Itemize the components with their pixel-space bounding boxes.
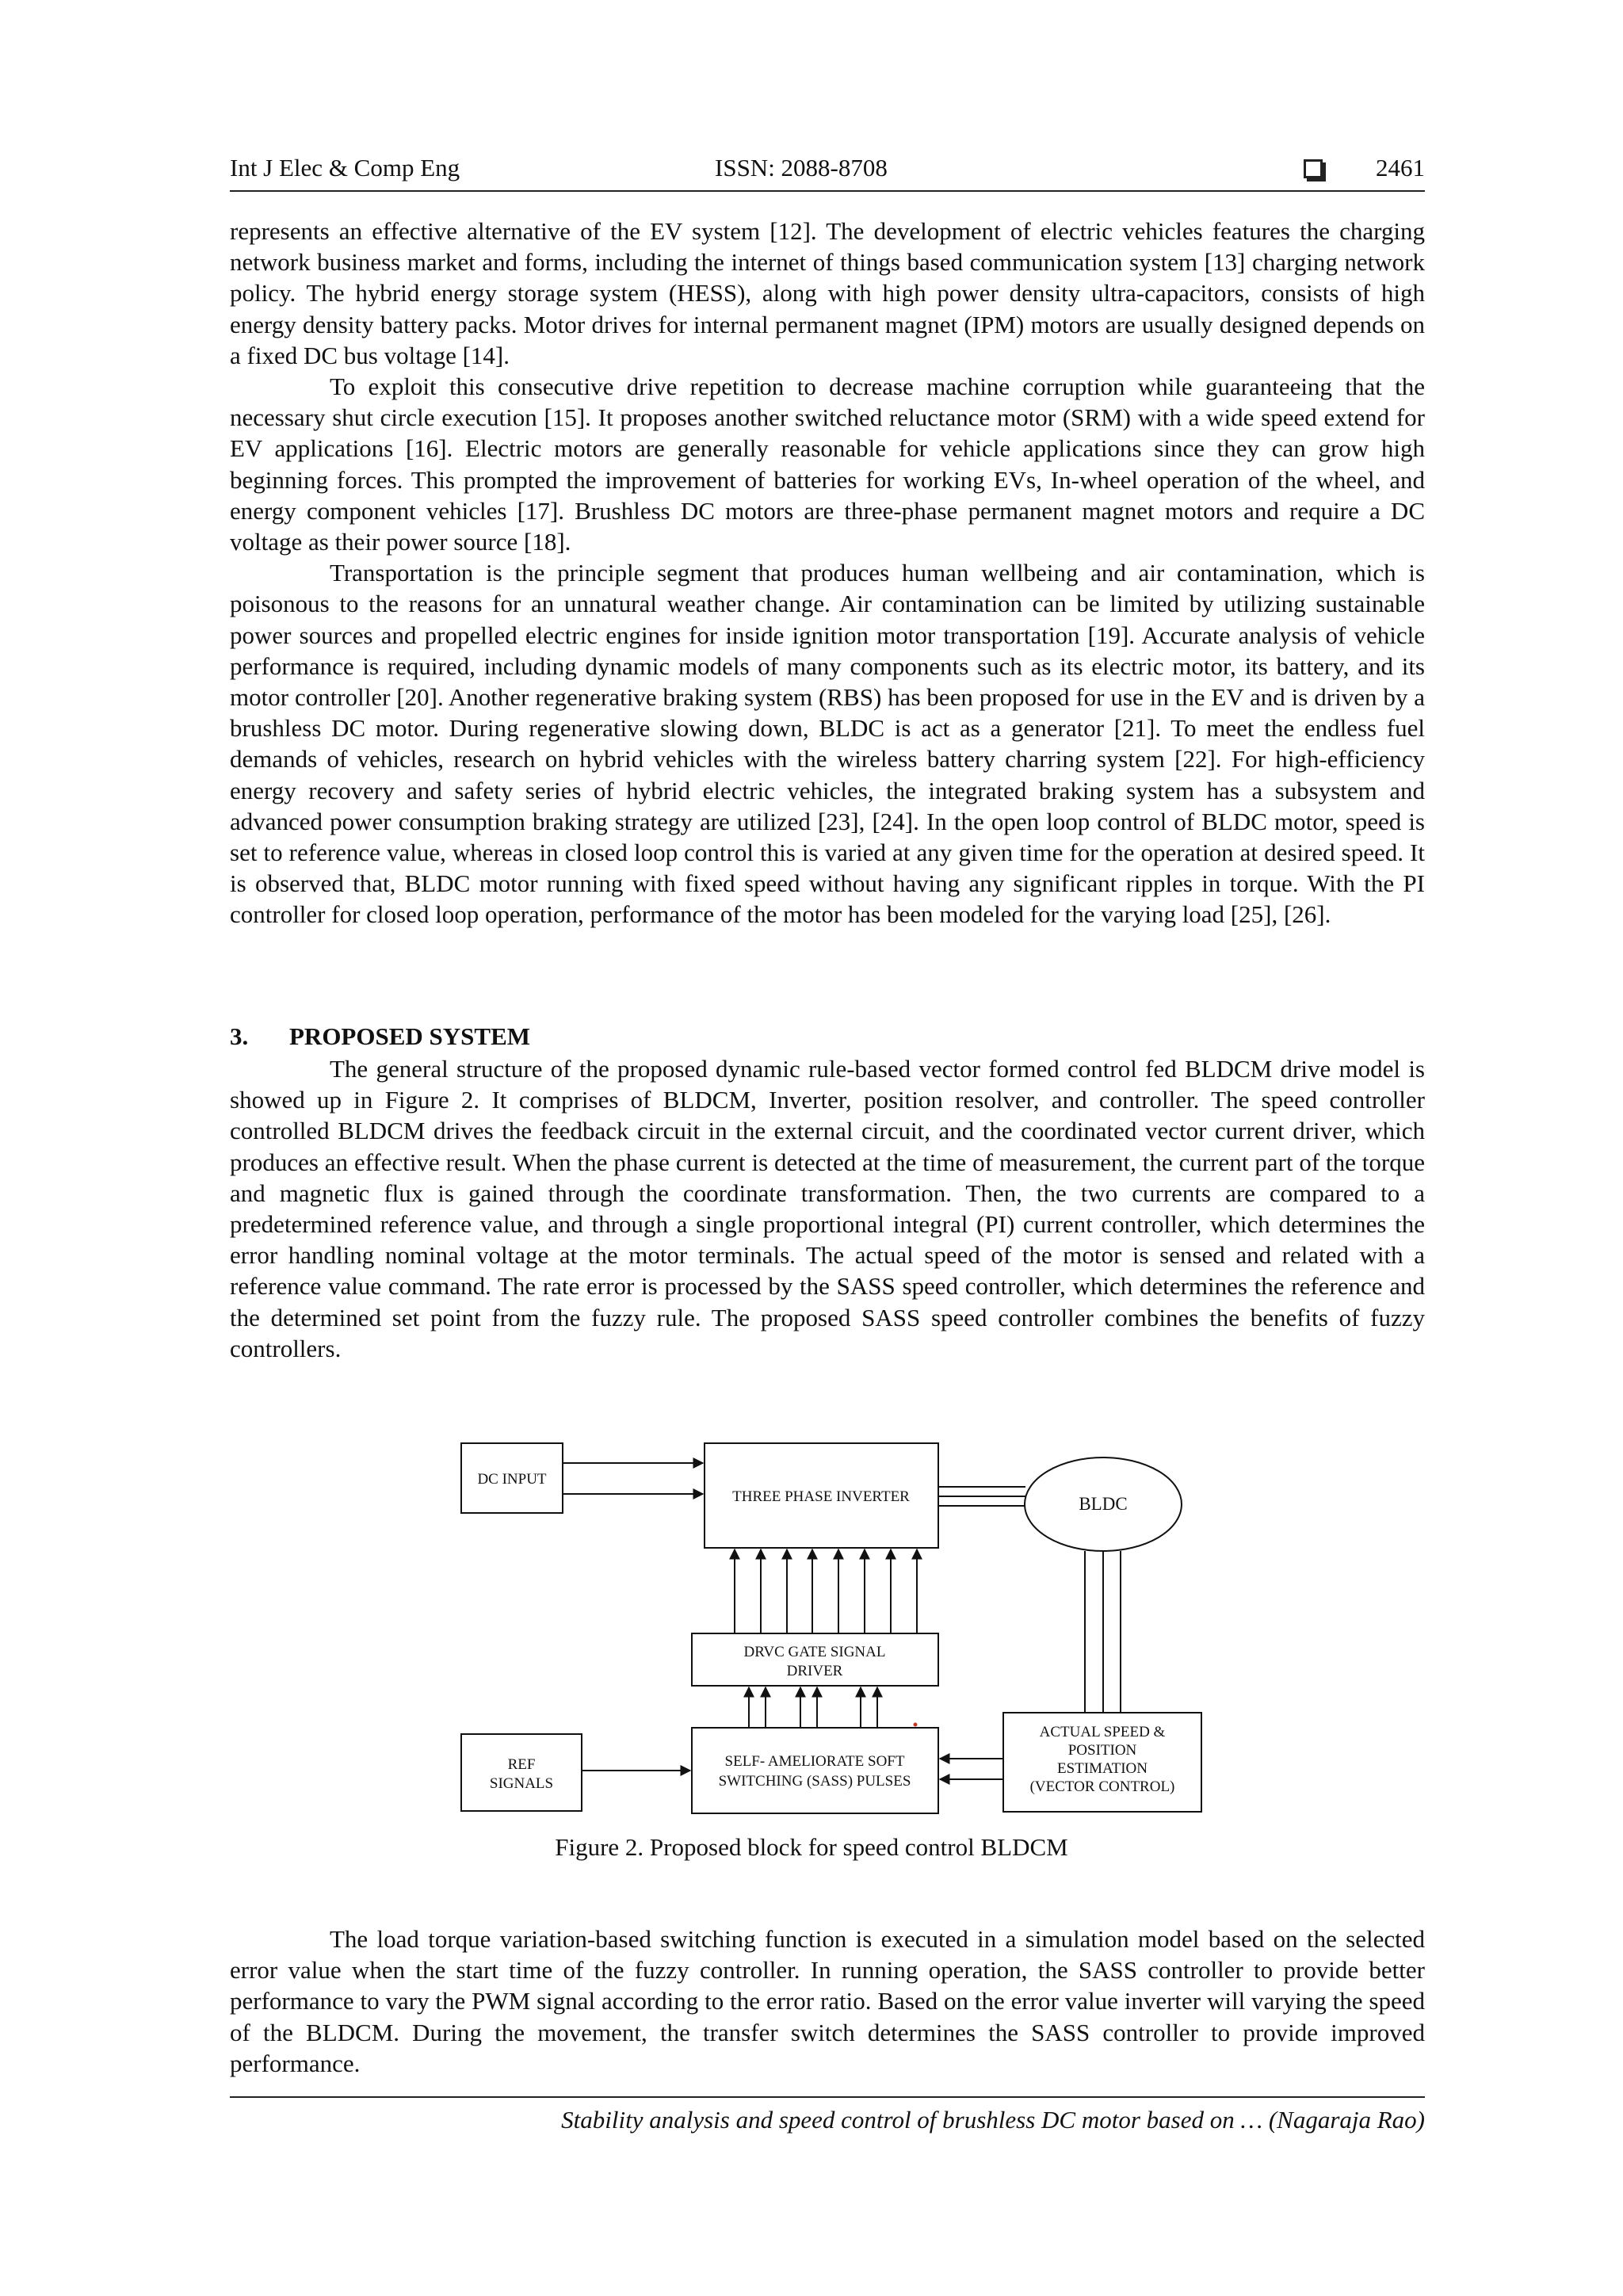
paragraph: represents an effective alternative of the EV system [12]. The development of electric vehicles features the charging network business market and forms, including the internet of things based communication system [13] charging network policy. The hybrid energy storage system (HESS), along with high power density ultra-capacitors, consists of high energy density battery packs. Motor drives for internal permanent magnet (IPM) motors are usually designed depends on a fixed DC bus voltage [14]. [230, 217, 1425, 369]
connections [563, 1463, 1121, 1779]
paragraph: The general structure of the proposed dynamic rule-based vector formed control fed BLDCM drive model is showed up in Figure 2. It comprises of BLDCM, Inverter, position resolver, and controller. The speed controller controlled BLDCM drives the feedback circuit in the external circuit, and the coordinated vector current driver, which produces an effective result. When the phase current is detected at the time of measurement, the current part of the torque and magnetic flux is gained through the coordinate transformation. Then, the two currents are compared to a predetermined reference value, and through a single proportional integral (PI) current controller, which determines the error handling nominal voltage at the motor terminals. The actual speed of the motor is sensed and related with a reference value command. The rate error is processed by the SASS speed controller, which determines the reference and the determined set point from the fuzzy rule. The proposed SASS speed controller combines the benefits of fuzzy controllers. [230, 1055, 1425, 1362]
page-header [230, 154, 1425, 192]
page-footer [230, 2096, 1425, 2134]
sass-block [692, 1728, 938, 1813]
speed-label-2: POSITION [1067, 1742, 1137, 1759]
bldc-label: BLDC [1079, 1494, 1128, 1514]
issn: ISSN: 2088-8708 [715, 154, 888, 181]
intro-text [230, 216, 1425, 930]
paragraph: Transportation is the principle segment that produces human wellbeing and air contamination, which is poisonous to the reasons for an unnatural weather change. Air contamination can be limited by utilizing sustainable power sources and propelled electric engines for inside ignition motor transportation [19]. Accurate analysis of vehicle performance is required, including dynamic models of many components such as its electric motor, its battery, and its motor controller [20]. Another regenerative braking system (RBS) has been proposed for use in the EV and is driven by a brushless DC motor. During regenerative slowing down, BLDC is act as a generator [21]. To meet the endless fuel demands of vehicles, research on hybrid vehicles with the wireless battery charring system [22]. For high-efficiency energy recovery and safety series of hybrid electric vehicles, the integrated braking system has a subsystem and advanced power consumption braking strategy are utilized [23], [24]. In the open loop control of BLDC motor, speed is set to reference value, whereas in closed loop control this is varied at any given time for the operation at desired speed. It is observed that, BLDC motor running with fixed speed without having any significant ripples in torque. With the PI controller for closed loop operation, performance of the motor has been modeled for the varying load [25], [26]. [230, 559, 1425, 929]
driver-label-2: DRIVER [786, 1663, 843, 1679]
speed-label-1: ACTUAL SPEED & [1039, 1724, 1166, 1740]
ref-label-2: SIGNALS [489, 1775, 554, 1792]
gate-driver-block [692, 1633, 938, 1686]
ref-signals-block [461, 1734, 582, 1811]
red-dot [914, 1723, 918, 1727]
speed-estimation-block [1003, 1713, 1201, 1812]
section-number: 3. [230, 1022, 249, 1050]
sass-label-1: SELF- AMELIORATE SOFT [724, 1753, 905, 1770]
paragraph: To exploit this consecutive drive repetition to decrease machine corruption while guaranteeing that the necessary shut circle execution [15]. It proposes another switched reluctance motor (SRM) with a wide speed extend for EV applications [16]. Electric motors are generally reasonable for vehicle applications since they can grow high beginning forces. This prompted the improvement of batteries for working EVs, In-wheel operation of the wheel, and energy component vehicles [17]. Brushless DC motors are three-phase permanent magnet motors and require a DC voltage as their power source [18]. [230, 372, 1425, 556]
figure-caption: Figure 2. Proposed block for speed control BLDCM [555, 1833, 1068, 1861]
speed-label-3: ESTIMATION [1057, 1760, 1148, 1777]
dc-input-block [461, 1443, 563, 1513]
after-figure-text [230, 1924, 1425, 2079]
sass-label-2: SWITCHING (SASS) PULSES [718, 1773, 911, 1790]
checkbox-square-icon [1304, 159, 1323, 178]
inverter-label: THREE PHASE INVERTER [732, 1488, 910, 1505]
journal-name: Int J Elec & Comp Eng [230, 154, 460, 181]
driver-label-1: DRVC GATE SIGNAL [743, 1644, 886, 1660]
section-title: PROPOSED SYSTEM [289, 1022, 531, 1050]
page-number: 2461 [1376, 154, 1425, 181]
bldc-motor [1025, 1457, 1182, 1551]
dc-input-label: DC INPUT [477, 1471, 547, 1488]
inverter-block [705, 1443, 938, 1548]
running-title: Stability analysis and speed control of brushless DC motor based on … (Nagaraja Rao) [561, 2106, 1425, 2134]
speed-label-4: (VECTOR CONTROL) [1029, 1778, 1175, 1795]
section-heading [230, 1022, 530, 1051]
paragraph: The load torque variation-based switching function is executed in a simulation model based on the selected error value when the start time of the fuzzy controller. In running operation, the SASS controller to provide better performance to vary the PWM signal according to the error ratio. Based on the error value inverter will varying the speed of the BLDCM. During the movement, the transfer switch determines the SASS controller to provide improved performance. [230, 1925, 1425, 2077]
section-text [230, 1053, 1425, 1364]
ref-label-1: REF [507, 1756, 536, 1773]
